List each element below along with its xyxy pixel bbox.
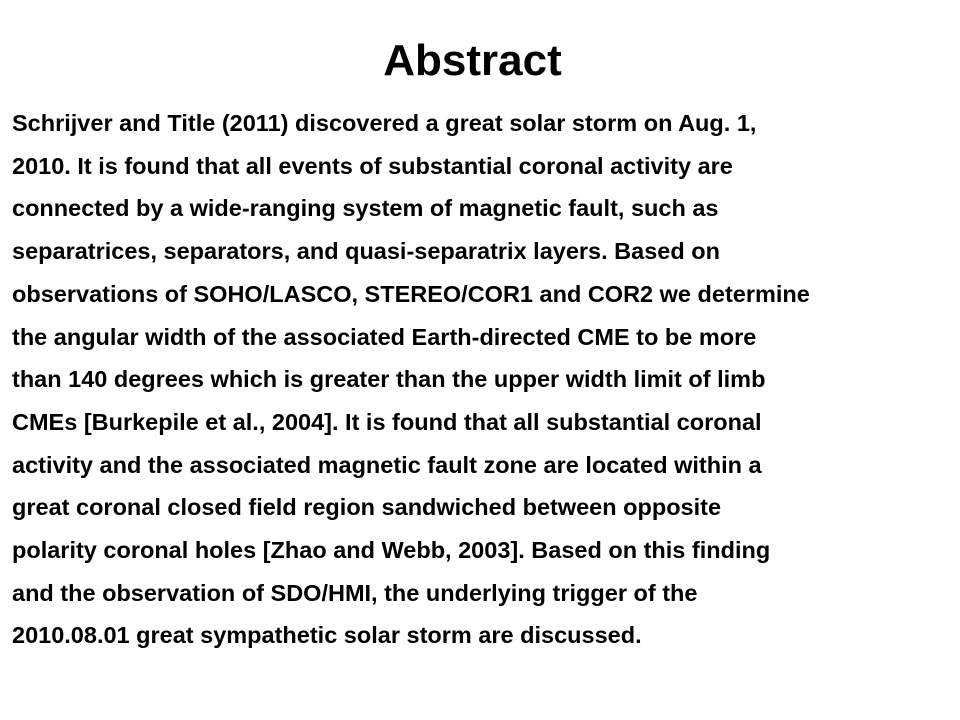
abstract-line: than 140 degrees which is greater than the upper width limit of limb xyxy=(12,366,766,393)
abstract-line: polarity coronal holes [Zhao and Webb, 2003]. Based on this finding xyxy=(12,537,771,564)
abstract-line: great coronal closed field region sandwiched between opposite xyxy=(12,494,722,521)
abstract-line: the angular width of the associated Earth-directed CME to be more xyxy=(12,323,757,350)
abstract-line: CMEs [Burkepile et al., 2004]. It is found that all substantial coronal xyxy=(12,408,762,435)
abstract-line: 2010. It is found that all events of substantial coronal activity are xyxy=(12,152,733,179)
abstract-line: activity and the associated magnetic fault zone are located within a xyxy=(12,451,762,478)
abstract-line: connected by a wide-ranging system of magnetic fault, such as xyxy=(12,195,719,222)
abstract-line: observations of SOHO/LASCO, STEREO/COR1 and COR2 we determine xyxy=(12,280,810,307)
abstract-body xyxy=(12,102,952,657)
slide-title: Abstract xyxy=(383,36,562,85)
abstract-line: Schrijver and Title (2011) discovered a great solar storm on Aug. 1, xyxy=(12,110,757,136)
abstract-line: and the observation of SDO/HMI, the underlying trigger of the xyxy=(12,579,698,606)
abstract-line: separatrices, separators, and quasi-separatrix layers. Based on xyxy=(12,238,720,265)
abstract-line: 2010.08.01 great sympathetic solar storm are discussed. xyxy=(12,622,642,649)
